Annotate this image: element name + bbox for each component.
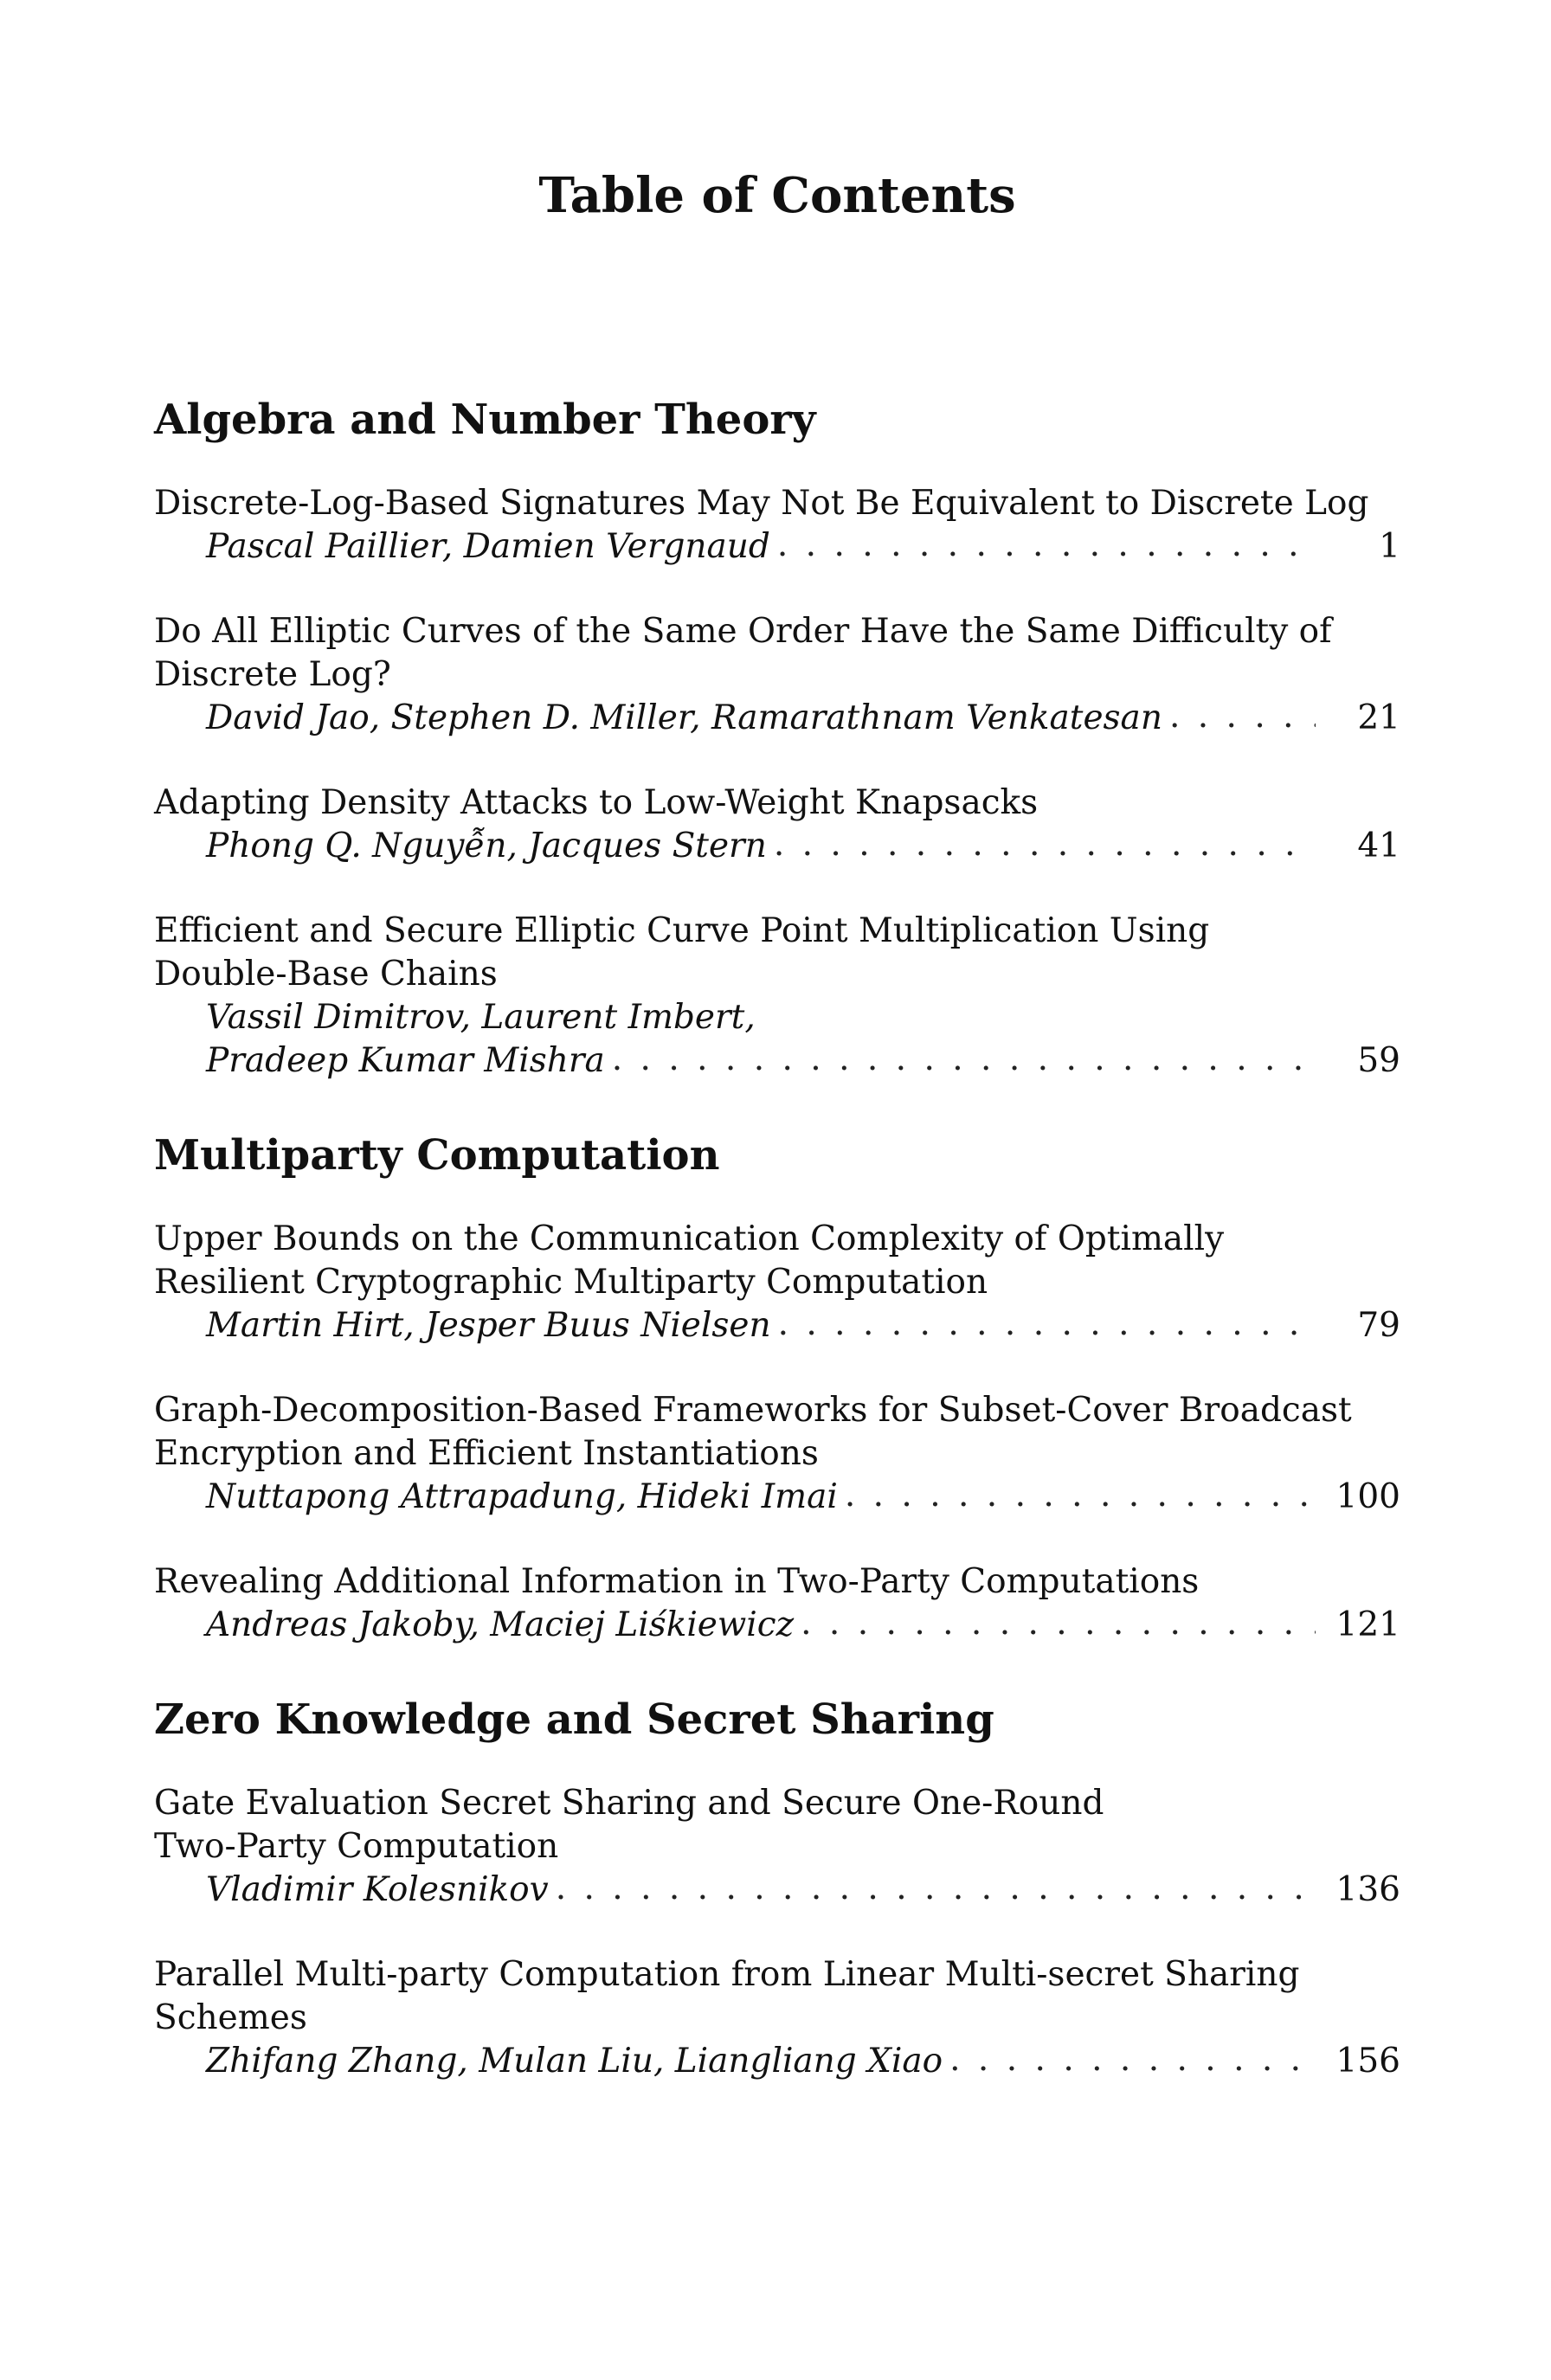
author-line — [154, 1476, 1400, 1519]
dot-leader — [1169, 695, 1316, 738]
entry-authors: Pascal Paillier, Damien Vergnaud — [206, 527, 770, 566]
dot-leader — [801, 1602, 1316, 1645]
entry-page-number: 59 — [1357, 1041, 1400, 1080]
section-algebra-number-theory — [154, 394, 1400, 1083]
dot-leader — [612, 1038, 1316, 1081]
entry-page-number: 136 — [1335, 1870, 1400, 1909]
entry-title: Upper Bounds on the Communication Complexity of Optimally Resilient Cryptographic Multiparty Computation — [154, 1219, 1225, 1302]
entry-title: Efficient and Secure Elliptic Curve Point Multiplication Using Double-Base Chains — [154, 911, 1210, 994]
section-multiparty-computation — [154, 1129, 1400, 1647]
entry-title: Parallel Multi-party Computation from Linear Multi-secret Sharing Schemes — [154, 1955, 1300, 2037]
section-heading: Multiparty Computation — [154, 1131, 720, 1180]
toc-entry[interactable] — [154, 1953, 1400, 2083]
entry-title: Do All Elliptic Curves of the Same Order Have the Same Difficulty of Discrete Log? — [154, 612, 1332, 694]
entry-page-number: 1 — [1379, 527, 1400, 566]
entry-authors: Andreas Jakoby, Maciej Liśkiewicz — [206, 1605, 795, 1644]
toc-entry[interactable] — [154, 610, 1400, 740]
toc-entry[interactable] — [154, 1782, 1400, 1912]
entry-title: Gate Evaluation Secret Sharing and Secure One-Round Two-Party Computation — [154, 1784, 1104, 1866]
entry-page-number: 41 — [1357, 827, 1400, 865]
entry-page-number: 79 — [1357, 1306, 1400, 1345]
entry-authors: Nuttapong Attrapadung, Hideki Imai — [206, 1477, 838, 1516]
section-zero-knowledge-secret-sharing — [154, 1694, 1400, 2083]
author-line — [154, 1039, 1400, 1083]
entry-page-number: 21 — [1357, 698, 1400, 737]
entry-page-number: 100 — [1335, 1477, 1400, 1516]
toc-entry[interactable] — [154, 482, 1400, 569]
author-line — [154, 825, 1400, 868]
entry-title: Discrete-Log-Based Signatures May Not Be Equivalent to Discrete Log — [154, 484, 1369, 523]
entry-authors: Phong Q. Nguyễn, Jacques Stern — [206, 827, 767, 865]
page-title: Table of Contents — [538, 167, 1016, 224]
toc-entry[interactable] — [154, 1389, 1400, 1519]
dot-leader — [774, 823, 1316, 866]
entry-authors: Pradeep Kumar Mishra — [206, 1041, 605, 1080]
section-heading: Algebra and Number Theory — [154, 396, 816, 444]
entry-authors: Zhifang Zhang, Mulan Liu, Liangliang Xiao — [206, 2042, 943, 2081]
toc-entry[interactable] — [154, 1218, 1400, 1348]
toc-content — [154, 394, 1400, 2083]
toc-entry[interactable] — [154, 782, 1400, 868]
toc-entry[interactable] — [154, 1560, 1400, 1647]
entry-title: Revealing Additional Information in Two-Party Computations — [154, 1562, 1200, 1601]
entry-title: Graph-Decomposition-Based Frameworks for Subset-Cover Broadcast Encryption and Efficient Instantiations — [154, 1391, 1352, 1473]
entry-page-number: 156 — [1335, 2042, 1400, 2081]
dot-leader — [778, 1303, 1316, 1346]
dot-leader — [777, 524, 1316, 567]
toc-entry[interactable] — [154, 910, 1400, 1083]
entry-authors: Martin Hirt, Jesper Buus Nielsen — [206, 1306, 771, 1345]
dot-leader — [949, 2038, 1316, 2081]
dot-leader — [556, 1867, 1316, 1910]
author-line — [154, 525, 1400, 569]
dot-leader — [845, 1474, 1316, 1517]
author-line — [154, 1869, 1400, 1912]
author-line — [154, 697, 1400, 740]
author-line — [154, 1604, 1400, 1647]
author-line — [154, 1304, 1400, 1348]
entry-authors: David Jao, Stephen D. Miller, Ramarathnam Venkatesan — [206, 698, 1162, 737]
section-heading: Zero Knowledge and Secret Sharing — [154, 1695, 994, 1744]
author-line — [154, 2040, 1400, 2083]
entry-page-number: 121 — [1335, 1605, 1400, 1644]
entry-authors: Vladimir Kolesnikov — [206, 1870, 549, 1909]
entry-authors-first-line: Vassil Dimitrov, Laurent Imbert, — [206, 998, 756, 1037]
entry-title: Adapting Density Attacks to Low-Weight Knapsacks — [154, 783, 1039, 822]
